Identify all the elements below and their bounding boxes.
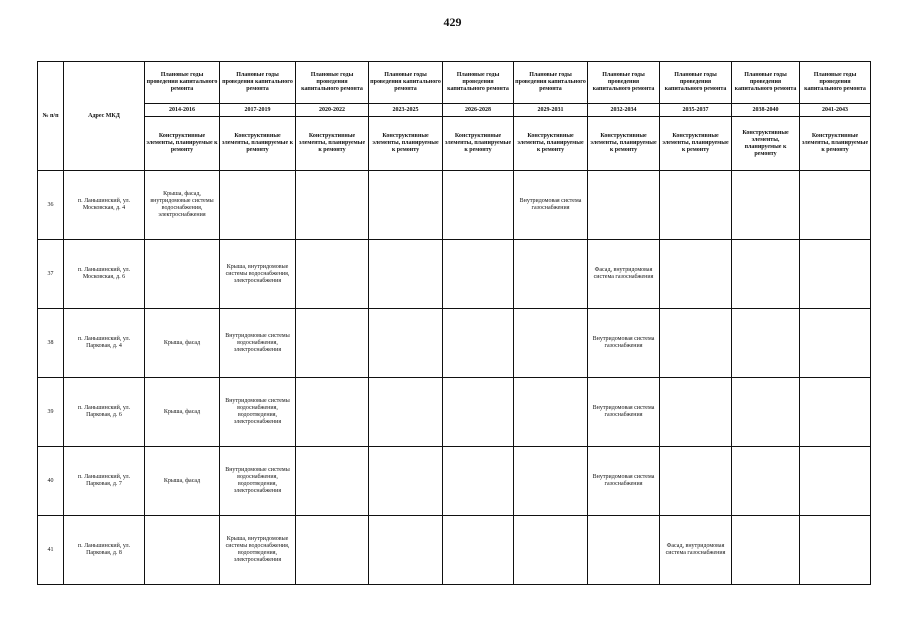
row-number: 38: [38, 309, 64, 378]
row-elements-cell: Внутридомовая система газоснабжения: [514, 171, 588, 240]
table-row: [38, 309, 871, 378]
header-period: 2026-2028: [443, 104, 514, 117]
row-elements-cell: [220, 171, 296, 240]
row-elements-cell: [514, 378, 588, 447]
header-group-label: Плановые годы проведения капитального ремонта: [800, 62, 871, 104]
row-elements-cell: Крыша, фасад: [145, 447, 220, 516]
row-elements-cell: Крыша, внутридомовые системы водоснабжения, электроснабжения: [220, 240, 296, 309]
header-period: 2032-2034: [588, 104, 660, 117]
row-elements-cell: [588, 516, 660, 585]
row-address: п. Ланьшинский, ул. Московская, д. 6: [64, 240, 145, 309]
row-elements-cell: [443, 378, 514, 447]
row-elements-cell: [660, 309, 732, 378]
row-address: п. Ланьшинский, ул. Парковая, д. 7: [64, 447, 145, 516]
row-elements-cell: [296, 171, 369, 240]
repair-schedule-table: [37, 61, 871, 585]
row-elements-cell: [443, 240, 514, 309]
row-elements-cell: [443, 171, 514, 240]
row-elements-cell: [514, 516, 588, 585]
header-row-years: [38, 104, 871, 117]
row-elements-cell: Внутридомовые системы водоснабжения, водоотведения, электроснабжения: [220, 378, 296, 447]
header-group-label: Плановые годы проведения капитального ремонта: [145, 62, 220, 104]
header-group-label: Плановые годы проведения капитального ремонта: [220, 62, 296, 104]
header-period: 2020-2022: [296, 104, 369, 117]
row-elements-cell: [732, 447, 800, 516]
header-elements-label: Конструктивные элементы, планируемые к ремонту: [443, 117, 514, 171]
row-elements-cell: [732, 378, 800, 447]
table-row: [38, 240, 871, 309]
row-number: 39: [38, 378, 64, 447]
row-elements-cell: [369, 378, 443, 447]
header-row-group: [38, 62, 871, 104]
row-elements-cell: [660, 240, 732, 309]
row-elements-cell: Крыша, внутридомовые системы водоснабжения, водоотведения, электроснабжения: [220, 516, 296, 585]
table-row: [38, 516, 871, 585]
row-address: п. Ланьшинский, ул. Московская, д. 4: [64, 171, 145, 240]
row-elements-cell: Фасад, внутридомовая система газоснабжения: [588, 240, 660, 309]
header-elements-label: Конструктивные элементы, планируемые к ремонту: [800, 117, 871, 171]
row-elements-cell: Крыша, фасад, внутридомовые системы водоснабжения, электроснабжения: [145, 171, 220, 240]
row-elements-cell: [514, 447, 588, 516]
row-elements-cell: [732, 171, 800, 240]
row-number: 36: [38, 171, 64, 240]
row-elements-cell: [369, 447, 443, 516]
row-elements-cell: Фасад, внутридомовая система газоснабжения: [660, 516, 732, 585]
header-elements-label: Конструктивные элементы, планируемые к ремонту: [588, 117, 660, 171]
header-address: Адрес МКД: [64, 62, 145, 171]
header-period: 2023-2025: [369, 104, 443, 117]
row-elements-cell: [369, 240, 443, 309]
row-elements-cell: [660, 378, 732, 447]
header-elements-label: Конструктивные элементы, планируемые к ремонту: [660, 117, 732, 171]
row-elements-cell: [588, 171, 660, 240]
row-elements-cell: Крыша, фасад: [145, 378, 220, 447]
row-address: п. Ланьшинский, ул. Парковая, д. 4: [64, 309, 145, 378]
header-period: 2041-2043: [800, 104, 871, 117]
row-elements-cell: [145, 516, 220, 585]
row-elements-cell: [660, 171, 732, 240]
row-elements-cell: Внутридомовые системы водоснабжения, электроснабжения: [220, 309, 296, 378]
row-elements-cell: [443, 447, 514, 516]
header-group-label: Плановые годы проведения капитального ремонта: [296, 62, 369, 104]
table-row: [38, 171, 871, 240]
page-number: 429: [443, 15, 462, 29]
header-period: 2014-2016: [145, 104, 220, 117]
row-elements-cell: [800, 309, 871, 378]
row-elements-cell: [296, 447, 369, 516]
row-elements-cell: [800, 171, 871, 240]
row-elements-cell: [296, 240, 369, 309]
row-elements-cell: [732, 309, 800, 378]
row-number: 41: [38, 516, 64, 585]
row-elements-cell: [296, 378, 369, 447]
row-elements-cell: Внутридомовая система газоснабжения: [588, 378, 660, 447]
table-body: [38, 62, 871, 585]
row-elements-cell: Внутридомовая система газоснабжения: [588, 309, 660, 378]
header-period: 2017-2019: [220, 104, 296, 117]
table-row: [38, 447, 871, 516]
row-elements-cell: Крыша, фасад: [145, 309, 220, 378]
row-elements-cell: [514, 240, 588, 309]
header-elements-label: Конструктивные элементы, планируемые к ремонту: [145, 117, 220, 171]
row-elements-cell: [296, 516, 369, 585]
header-elements-label: Конструктивные элементы, планируемые к ремонту: [296, 117, 369, 171]
header-group-label: Плановые годы проведения капитального ремонта: [514, 62, 588, 104]
header-group-label: Плановые годы проведения капитального ремонта: [369, 62, 443, 104]
row-elements-cell: [145, 240, 220, 309]
row-elements-cell: [369, 171, 443, 240]
row-elements-cell: [800, 447, 871, 516]
row-address: п. Ланьшинский, ул. Парковая, д. 8: [64, 516, 145, 585]
row-elements-cell: [800, 516, 871, 585]
header-period: 2035-2037: [660, 104, 732, 117]
row-elements-cell: [369, 516, 443, 585]
row-elements-cell: Внутридомовые системы водоснабжения, водоотведения, электроснабжения: [220, 447, 296, 516]
row-address: п. Ланьшинский, ул. Парковая, д. 6: [64, 378, 145, 447]
row-elements-cell: [443, 309, 514, 378]
header-period: 2038-2040: [732, 104, 800, 117]
table-row: [38, 378, 871, 447]
row-elements-cell: [369, 309, 443, 378]
header-group-label: Плановые годы проведения капитального ремонта: [732, 62, 800, 104]
header-elements-label: Конструктивные элементы, планируемые к ремонту: [369, 117, 443, 171]
header-period: 2029-2031: [514, 104, 588, 117]
header-elements-label: Конструктивные элементы, планируемые к ремонту: [514, 117, 588, 171]
row-elements-cell: [732, 240, 800, 309]
row-elements-cell: [514, 309, 588, 378]
row-elements-cell: [800, 240, 871, 309]
row-elements-cell: [296, 309, 369, 378]
header-elements-label: Конструктивные элементы, планируемые к ремонту: [732, 117, 800, 171]
row-elements-cell: [732, 516, 800, 585]
row-elements-cell: [660, 447, 732, 516]
row-elements-cell: Внутридомовая система газоснабжения: [588, 447, 660, 516]
header-group-label: Плановые годы проведения капитального ремонта: [443, 62, 514, 104]
header-group-label: Плановые годы проведения капитального ремонта: [588, 62, 660, 104]
header-group-label: Плановые годы проведения капитального ремонта: [660, 62, 732, 104]
row-number: 37: [38, 240, 64, 309]
header-row-elements: [38, 117, 871, 171]
header-elements-label: Конструктивные элементы, планируемые к ремонту: [220, 117, 296, 171]
row-elements-cell: [800, 378, 871, 447]
header-num: № п/п: [38, 62, 64, 171]
row-number: 40: [38, 447, 64, 516]
row-elements-cell: [443, 516, 514, 585]
